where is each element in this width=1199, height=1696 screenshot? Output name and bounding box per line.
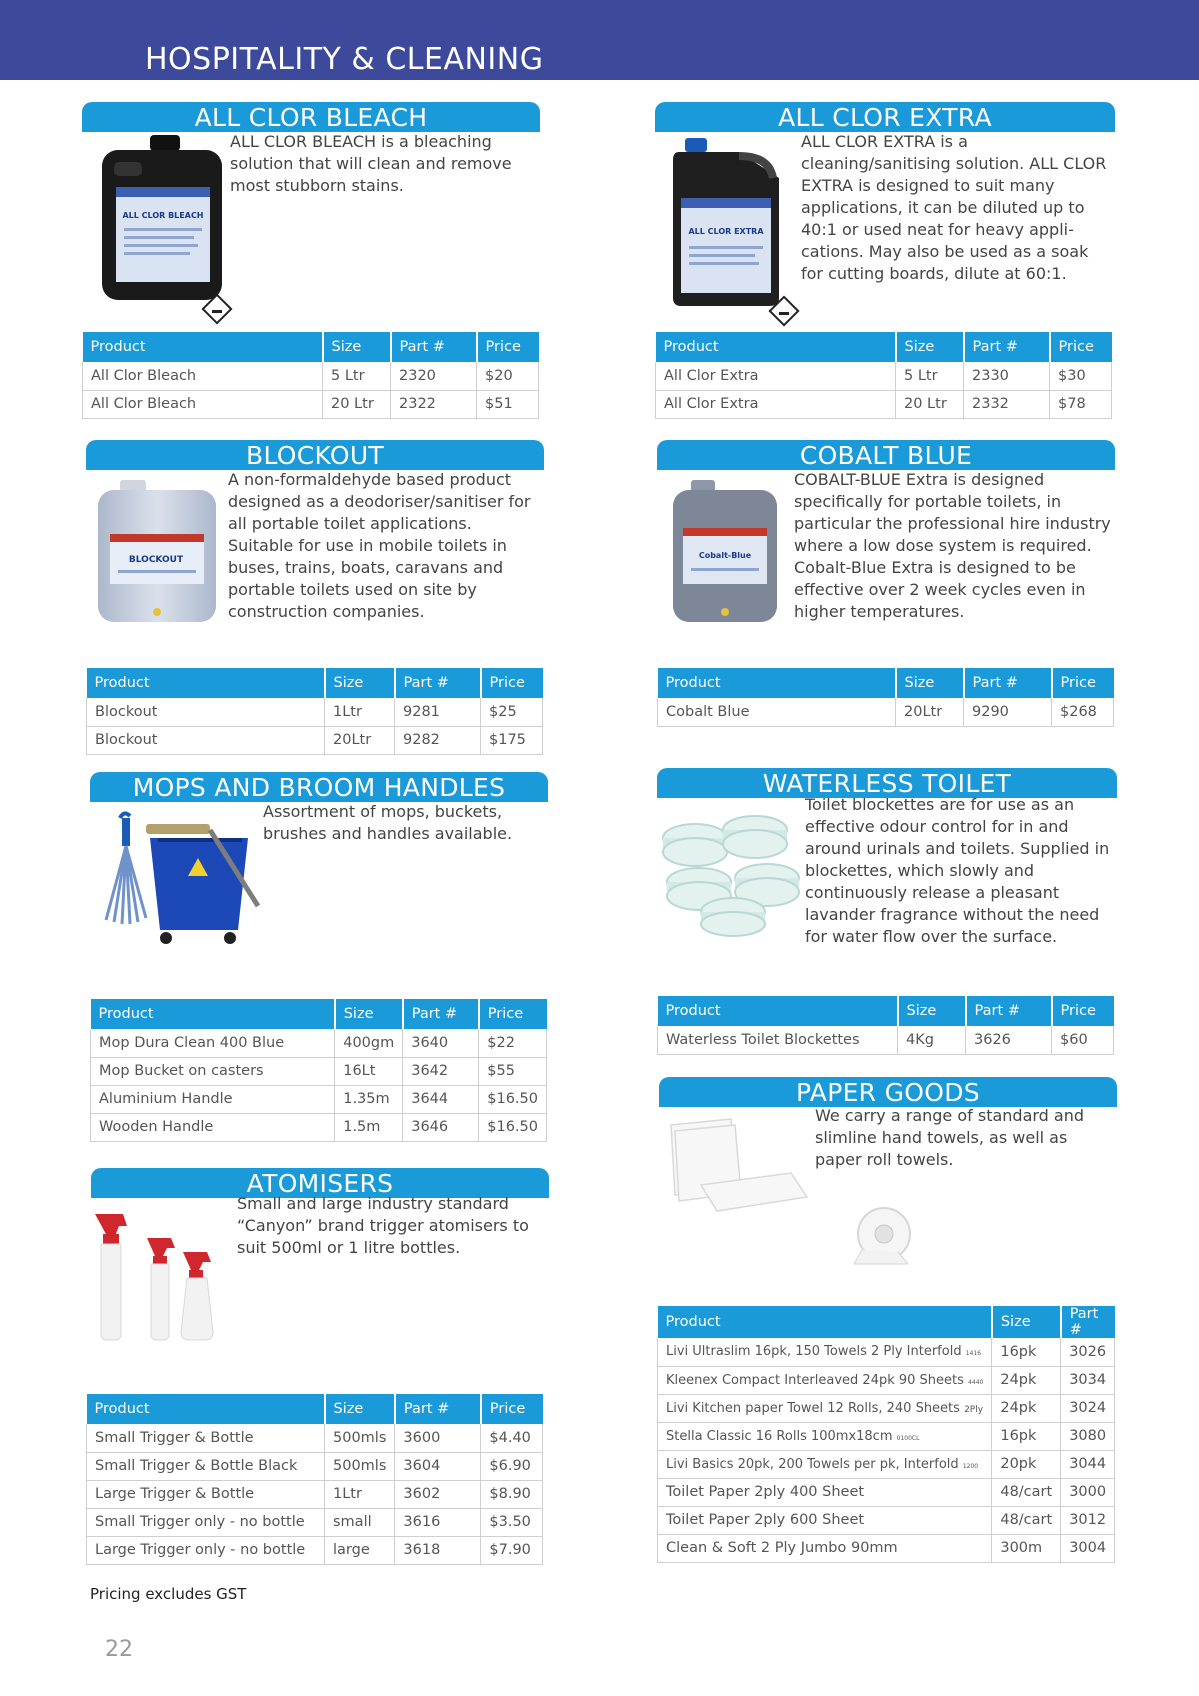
col-price: Price [479,999,547,1029]
cell-part: 3602 [395,1480,481,1508]
section-title: COBALT BLUE [657,440,1115,470]
table-row [658,1366,1115,1394]
blockettes-image [659,808,807,938]
section-waterless-toilet [657,768,1117,988]
cell-size: 20Ltr [325,726,395,754]
cell-price: $20 [477,362,539,390]
cell-product: Blockout [87,726,325,754]
cell-part: 3000 [1061,1478,1115,1506]
table-row [658,1338,1115,1366]
cell-size: 48/cart [992,1506,1061,1534]
table-header-row [656,332,1112,362]
cell-size: 300m [992,1534,1061,1562]
page-number: 22 [105,1637,133,1662]
product-table-all-clor-bleach [82,332,539,419]
cell-price: $78 [1050,390,1112,418]
cell-product: Large Trigger only - no bottle [87,1536,325,1564]
cell-size: 20 Ltr [323,390,391,418]
section-title: WATERLESS TOILET [657,768,1117,798]
table-row [658,1422,1115,1450]
col-product: Product [87,1394,325,1424]
cell-size: 5 Ltr [323,362,391,390]
product-table-paper-goods [657,1306,1115,1563]
cell-part: 9282 [395,726,481,754]
page-title: HOSPITALITY & CLEANING [145,42,544,77]
cell-size: 1.5m [335,1113,403,1141]
col-product: Product [658,668,896,698]
cell-product: Waterless Toilet Blockettes [658,1026,898,1054]
section-title: ATOMISERS [91,1168,549,1198]
col-part: Part # [964,668,1052,698]
svg-text:ALL CLOR BLEACH: ALL CLOR BLEACH [122,211,204,220]
col-size: Size [335,999,403,1029]
col-size: Size [896,332,964,362]
col-size: Size [992,1306,1061,1338]
section-description: A non-formaldehyde based product designed as a deodoriser/sanitiser for all portable toilet applications. Suitable for use in mobile toilets in buses, trains, boats, caravans and portable toilets used on site by construction companies. [228,470,531,621]
cell-part: 9290 [964,698,1052,726]
svg-text:Cobalt-Blue: Cobalt-Blue [698,551,752,560]
table-row [658,1394,1115,1422]
cell-product: Blockout [87,698,325,726]
cell-price: $60 [1052,1026,1114,1054]
cell-part: 3024 [1061,1394,1115,1422]
section-description: ALL CLOR EXTRA is a cleaning/sanitising solution. ALL CLOR EXTRA is designed to suit many applications, it can be diluted up to 40:1 or used neat for heavy appli-cations. May also be used as a soak for cutting boards, dilute at 60:1. [801,132,1107,283]
cell-size: 4Kg [898,1026,966,1054]
col-product: Product [91,999,335,1029]
section-title: PAPER GOODS [659,1077,1117,1107]
table-row [91,1085,547,1113]
cell-price: $4.40 [481,1424,543,1452]
drum-container-image [92,478,222,628]
col-part: Part # [966,996,1052,1026]
cell-product: Toilet Paper 2ply 400 Sheet [658,1478,992,1506]
table-row [91,1113,547,1141]
svg-text:BLOCKOUT: BLOCKOUT [128,555,184,565]
section-description: We carry a range of standard and slimline hand towels, as well as paper roll towels. [815,1106,1085,1169]
col-price: Price [481,1394,543,1424]
cell-part: 3080 [1061,1422,1115,1450]
drum-bottle-image [90,132,240,312]
section-title: MOPS AND BROOM HANDLES [90,772,548,802]
table-row [658,1506,1115,1534]
cell-product: Cobalt Blue [658,698,896,726]
cell-price: $268 [1052,698,1114,726]
product-table-waterless-toilet [657,996,1114,1055]
section-description: Small and large industry standard “Canyon” brand trigger atomisers to suit 500ml or 1 litre bottles. [237,1194,529,1257]
cell-part: 3604 [395,1452,481,1480]
cell-size: 500mls [325,1424,395,1452]
cell-product: Mop Dura Clean 400 Blue [91,1029,335,1057]
col-product: Product [656,332,896,362]
hazard-diamond-icon [767,294,801,328]
cell-product: Small Trigger only - no bottle [87,1508,325,1536]
table-row [87,1508,543,1536]
cell-product: Livi Ultraslim 16pk, 150 Towels 2 Ply Interfold 1416 [658,1338,992,1366]
cell-size: small [325,1508,395,1536]
cell-part: 3640 [403,1029,479,1057]
col-part: Part # [403,999,479,1029]
section-mops [90,772,548,992]
cell-size: 16Lt [335,1057,403,1085]
col-price: Price [481,668,543,698]
table-row [91,1057,547,1085]
page-header [0,0,1199,80]
cell-product: Mop Bucket on casters [91,1057,335,1085]
mop-bucket-image [98,810,268,960]
col-price: Price [1052,996,1114,1026]
cell-size: 1Ltr [325,1480,395,1508]
cell-price: $25 [481,698,543,726]
cell-product: Large Trigger & Bottle [87,1480,325,1508]
cell-product: Toilet Paper 2ply 600 Sheet [658,1506,992,1534]
cell-product: All Clor Extra [656,390,896,418]
cell-price: $3.50 [481,1508,543,1536]
col-size: Size [898,996,966,1026]
product-table-atomisers [86,1394,543,1565]
table-row [87,1536,543,1564]
col-price: Price [1050,332,1112,362]
product-table-all-clor-extra [655,332,1112,419]
cell-part: 3616 [395,1508,481,1536]
cell-product: All Clor Extra [656,362,896,390]
section-paper-goods [659,1077,1117,1317]
section-blockout [86,440,544,660]
table-header-row [87,668,543,698]
cell-product: Livi Basics 20pk, 200 Towels per pk, Interfold 1200 [658,1450,992,1478]
cell-price: $7.90 [481,1536,543,1564]
paper-towels-image [661,1115,811,1215]
cell-size: 500mls [325,1452,395,1480]
cell-part: 3646 [403,1113,479,1141]
col-part: Part # [1061,1306,1115,1338]
table-row [658,1478,1115,1506]
cell-product: Clean & Soft 2 Ply Jumbo 90mm [658,1534,992,1562]
section-description: Toilet blockettes are for use as an effective odour control for in and around urinals and toilets. Supplied in blockettes, which slowly and continuously release a pleasant lavander fragrance without the need for water flow over the surface. [805,795,1110,946]
col-part: Part # [391,332,477,362]
cell-price: $16.50 [479,1113,547,1141]
cell-size: 400gm [335,1029,403,1057]
cell-product: Kleenex Compact Interleaved 24pk 90 Sheets 4440 [658,1366,992,1394]
cell-product: Livi Kitchen paper Towel 12 Rolls, 240 Sheets 2Ply [658,1394,992,1422]
cell-product: All Clor Bleach [83,390,323,418]
cell-part: 3012 [1061,1506,1115,1534]
table-row [656,362,1112,390]
product-table-blockout [86,668,543,755]
cell-size: 20Ltr [896,698,964,726]
section-title: BLOCKOUT [86,440,544,470]
table-row [658,1026,1114,1054]
col-size: Size [325,668,395,698]
cell-price: $22 [479,1029,547,1057]
section-title: ALL CLOR EXTRA [655,102,1115,132]
col-product: Product [83,332,323,362]
cell-price: $55 [479,1057,547,1085]
cell-size: 16pk [992,1338,1061,1366]
table-row [91,1029,547,1057]
cell-part: 2320 [391,362,477,390]
cell-price: $30 [1050,362,1112,390]
section-description: COBALT-BLUE Extra is designed specifically for portable toilets, in particular the professional hire industry where a low dose system is required. Cobalt-Blue Extra is designed to be effective over 2 week cycles even in higher temperatures. [794,470,1111,621]
cell-product: Small Trigger & Bottle Black [87,1452,325,1480]
col-price: Price [477,332,539,362]
cell-price: $6.90 [481,1452,543,1480]
col-size: Size [325,1394,395,1424]
table-header-row [87,1394,543,1424]
table-row [83,362,539,390]
jerry-can-image [669,138,789,308]
cell-part: 3642 [403,1057,479,1085]
table-row [87,726,543,754]
cell-part: 3618 [395,1536,481,1564]
section-cobalt-blue [657,440,1115,660]
cell-part: 3600 [395,1424,481,1452]
drum-container-image [669,478,781,628]
col-part: Part # [395,668,481,698]
product-table-cobalt-blue [657,668,1114,727]
hazard-diamond-icon [200,292,234,326]
cell-size: 48/cart [992,1478,1061,1506]
section-description: ALL CLOR BLEACH is a bleaching solution that will clean and remove most stubborn stains. [230,132,512,195]
cell-size: 16pk [992,1422,1061,1450]
cell-product: Wooden Handle [91,1113,335,1141]
pricing-note: Pricing excludes GST [90,1585,247,1603]
cell-part: 2332 [964,390,1050,418]
table-row [658,1534,1115,1562]
col-size: Size [896,668,964,698]
cell-product: Aluminium Handle [91,1085,335,1113]
table-header-row [91,999,547,1029]
paper-roll-image [852,1202,922,1272]
col-part: Part # [964,332,1050,362]
cell-size: 20pk [992,1450,1061,1478]
table-row [658,1450,1115,1478]
col-product: Product [87,668,325,698]
cell-price: $8.90 [481,1480,543,1508]
cell-part: 3034 [1061,1366,1115,1394]
cell-product: Stella Classic 16 Rolls 100mx18cm 0100CL [658,1422,992,1450]
table-row [87,1424,543,1452]
cell-size: 20 Ltr [896,390,964,418]
cell-product: All Clor Bleach [83,362,323,390]
section-description: Assortment of mops, buckets, brushes and handles available. [263,802,513,843]
cell-price: $51 [477,390,539,418]
table-header-row [83,332,539,362]
cell-part: 3644 [403,1085,479,1113]
table-row [658,698,1114,726]
cell-part: 3044 [1061,1450,1115,1478]
section-atomisers [91,1168,549,1388]
cell-size: large [325,1536,395,1564]
trigger-bottles-image [91,1206,231,1342]
cell-product: Small Trigger & Bottle [87,1424,325,1452]
svg-text:ALL CLOR EXTRA: ALL CLOR EXTRA [688,227,764,236]
col-product: Product [658,1306,992,1338]
cell-part: 2322 [391,390,477,418]
cell-size: 1Ltr [325,698,395,726]
cell-part: 3004 [1061,1534,1115,1562]
col-size: Size [323,332,391,362]
table-row [656,390,1112,418]
cell-size: 5 Ltr [896,362,964,390]
table-row [87,1480,543,1508]
cell-part: 9281 [395,698,481,726]
cell-size: 1.35m [335,1085,403,1113]
table-row [83,390,539,418]
table-row [87,698,543,726]
cell-price: $16.50 [479,1085,547,1113]
col-part: Part # [395,1394,481,1424]
table-header-row [658,1306,1115,1338]
cell-price: $175 [481,726,543,754]
table-header-row [658,668,1114,698]
cell-part: 3626 [966,1026,1052,1054]
product-table-mops [90,999,547,1142]
cell-part: 3026 [1061,1338,1115,1366]
col-price: Price [1052,668,1114,698]
table-row [87,1452,543,1480]
col-product: Product [658,996,898,1026]
cell-size: 24pk [992,1366,1061,1394]
cell-part: 2330 [964,362,1050,390]
section-title: ALL CLOR BLEACH [82,102,540,132]
cell-size: 24pk [992,1394,1061,1422]
table-header-row [658,996,1114,1026]
